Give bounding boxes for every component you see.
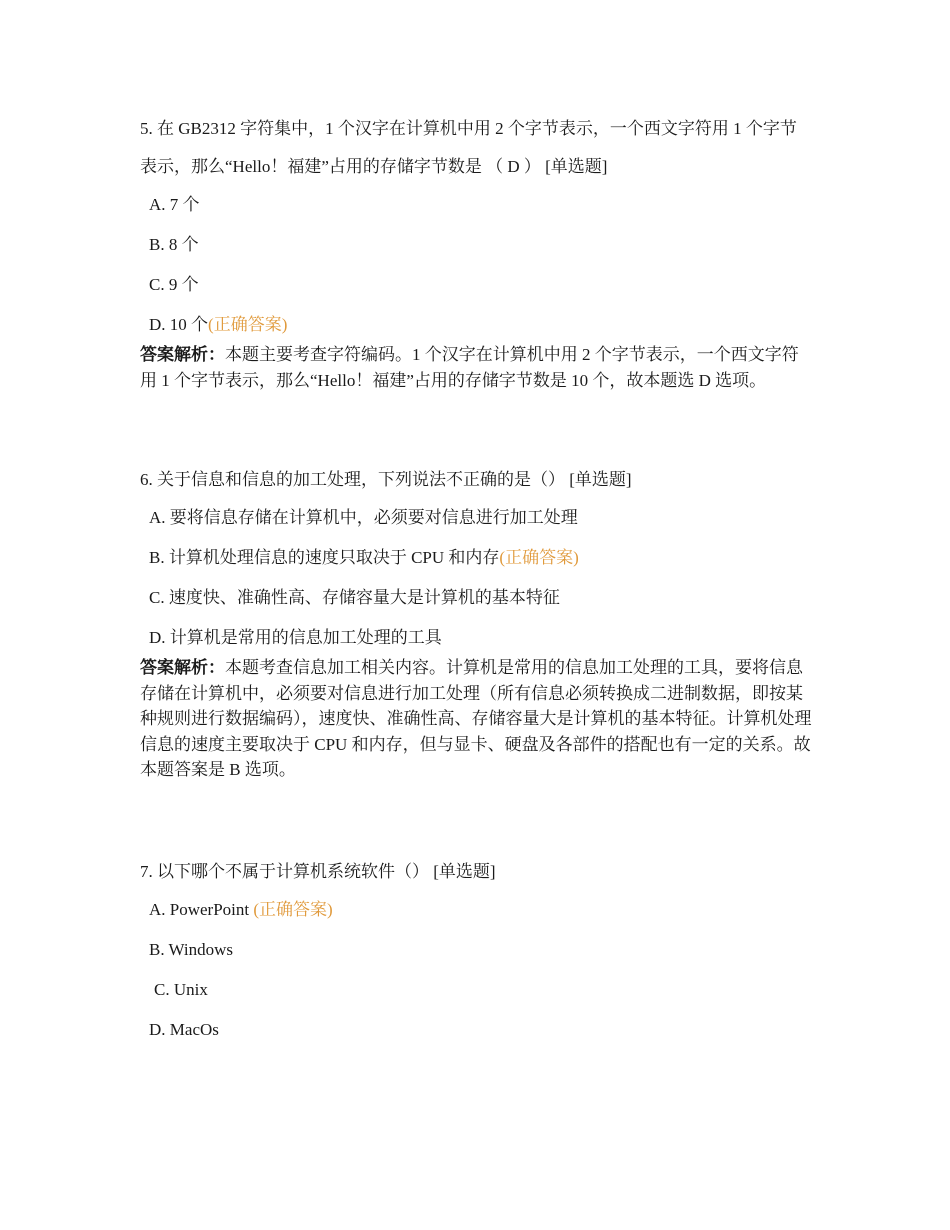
question-spacer: [140, 783, 812, 853]
option-text: B. 计算机处理信息的速度只取决于 CPU 和内存: [149, 548, 500, 567]
option-d: [149, 314, 812, 336]
option-d: [149, 627, 812, 649]
option-list: [140, 194, 812, 336]
question-stem: 5. 在 GB2312 字符集中，1 个汉字在计算机中用 2 个字节表示，一个西文字符用 1 个字节表示，那么“Hello！福建”占用的存储字节数是 （ D ） [单选题]: [140, 119, 797, 176]
question-6: [140, 461, 812, 783]
analysis-text: 本题考查信息加工相关内容。计算机是常用的信息加工处理的工具，要将信息存储在计算机中，必须要对信息进行加工处理（所有信息必须转换成二进制数据，即按某种规则进行数据编码），速度快、准确性高、存储容量大是计算机的基本特征。计算机处理信息的速度主要取决于 CPU 和内存，但与显卡、硬盘及各部件的搭配也有一定的关系。故本题答案是 B 选项。: [140, 658, 812, 779]
option-text: B. 8 个: [149, 235, 199, 254]
correct-answer-mark: (正确答案): [208, 315, 288, 334]
option-text: A. 7 个: [149, 195, 200, 214]
option-text: D. 计算机是常用的信息加工处理的工具: [149, 628, 442, 647]
document-page: [140, 110, 812, 1059]
option-text: C. 9 个: [149, 275, 199, 294]
analysis-label: 答案解析：: [140, 658, 225, 677]
option-c: [154, 979, 812, 1001]
option-text: A. 要将信息存储在计算机中，必须要对信息进行加工处理: [149, 508, 578, 527]
correct-answer-mark: (正确答案): [499, 548, 579, 567]
question-spacer: [140, 393, 812, 461]
option-text: D. 10 个: [149, 315, 209, 334]
option-text: C. Unix: [154, 979, 208, 999]
analysis-label: 答案解析：: [140, 345, 225, 364]
question-7: [140, 853, 812, 1041]
option-c: [149, 274, 812, 296]
answer-analysis: [140, 655, 812, 783]
option-text: B. Windows: [149, 939, 234, 959]
option-c: [149, 587, 812, 609]
analysis-text: 本题主要考查字符编码。1 个汉字在计算机中用 2 个字节表示，一个西文字符用 1 个字节表示，那么“Hello！福建”占用的存储字节数是 10 个，故本题选 D 选项。: [140, 345, 799, 390]
option-list: [140, 899, 812, 1041]
option-b: [149, 547, 812, 569]
option-d: [149, 1019, 812, 1041]
option-text: D. MacOs: [149, 1019, 219, 1039]
question-stem: 7. 以下哪个不属于计算机系统软件（） [单选题]: [140, 861, 496, 881]
option-a: [149, 899, 812, 921]
question-stem: 6. 关于信息和信息的加工处理，下列说法不正确的是（） [单选题]: [140, 470, 632, 489]
option-a: [149, 194, 812, 216]
option-text: C. 速度快、准确性高、存储容量大是计算机的基本特征: [149, 588, 560, 607]
answer-analysis: [140, 342, 812, 393]
question-5: [140, 110, 812, 393]
option-b: [149, 234, 812, 256]
correct-answer-mark: (正确答案): [253, 899, 333, 919]
option-text: A. PowerPoint: [149, 899, 254, 919]
option-a: [149, 507, 812, 529]
option-list: [140, 507, 812, 649]
option-b: [149, 939, 812, 961]
